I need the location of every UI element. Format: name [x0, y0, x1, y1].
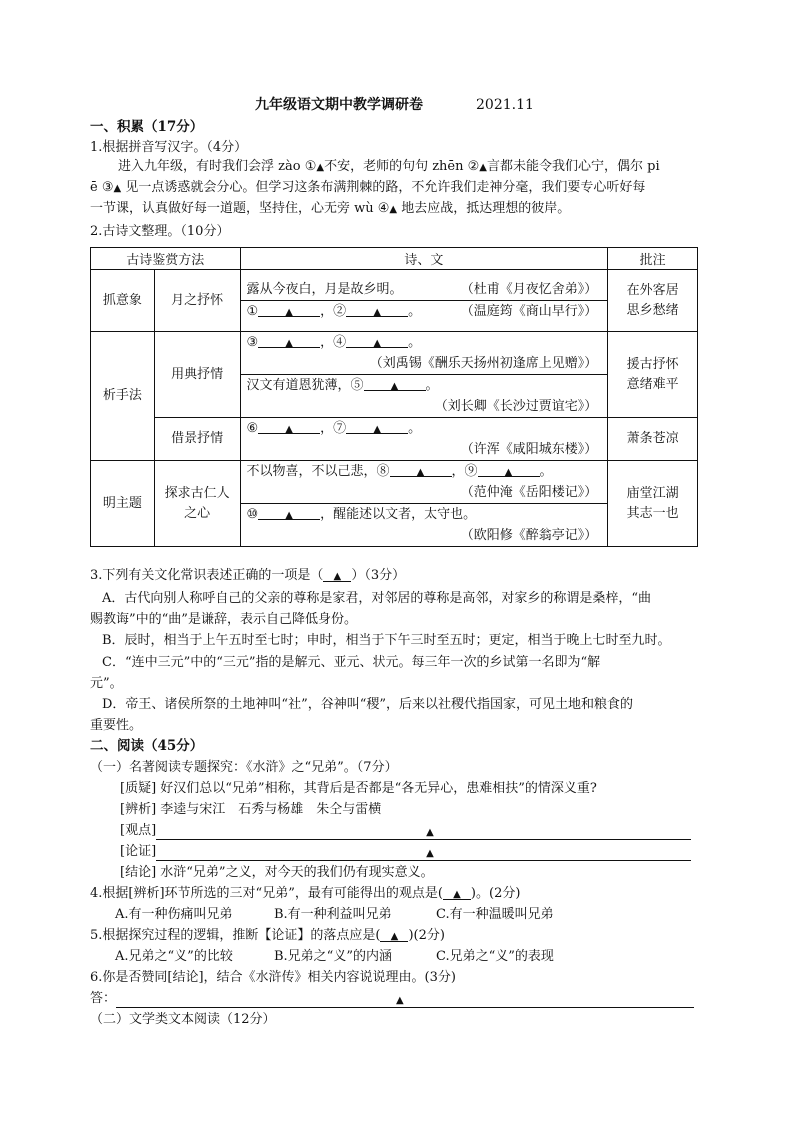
- part-heading: （二）文学类文本阅读（12分）: [90, 1012, 276, 1027]
- submethod-cell: 用典抒情: [154, 332, 240, 418]
- method-cell: 明主题: [91, 461, 155, 547]
- answer-line[interactable]: ▲: [156, 844, 691, 861]
- method-cell: 抓意象: [91, 270, 155, 332]
- answer-mark-icon: ▲: [113, 183, 122, 194]
- question-prompt: 5.根据探究过程的逻辑，推断【论证】的落点应是( ▲ )(2分): [90, 928, 445, 943]
- question-prompt: 1.根据拼音写汉字。（4分）: [90, 140, 248, 155]
- poem-line: 露从今夜白，月是故乡明。 （杜甫《月夜忆舍弟》）: [246, 282, 598, 297]
- answer-blank[interactable]: ▲: [380, 926, 408, 942]
- option-a: A.有一种伤痛叫兄弟: [115, 907, 233, 922]
- option-a-cont: 赐教诲”中的“曲”是谦辞，表示自己降低身份。: [90, 612, 357, 627]
- answer-mark-icon: ▲: [389, 204, 398, 215]
- question-prompt: 3.下列有关文化常识表述正确的一项是（ ▲ ）（3分）: [90, 568, 406, 583]
- poem-cell: [240, 461, 608, 547]
- note-cell: 援古抒怀 意绪难平: [608, 332, 698, 418]
- inquiry-step: [论证] ▲: [120, 842, 691, 861]
- answer-blank[interactable]: ▲: [323, 566, 351, 582]
- submethod-cell: 借景抒情: [154, 418, 240, 461]
- note-cell: 萧条苍凉: [608, 418, 698, 461]
- inquiry-step: [辨析] 李逵与宋江 石秀与杨雄 朱仝与雷横: [120, 802, 382, 817]
- exam-date: 2021.11: [476, 97, 534, 113]
- poem-line: ⑩ ▲ ，醒能述以文者，太守也。: [241, 503, 608, 525]
- question-text: 进入九年级，有时我们会浮 zào ①▲不安，老师的句句 zhēn ②▲言都未能令我们心宁，偶尔 pi: [118, 159, 660, 174]
- question-text: ē ③▲ 见一点诱惑就会分心。但学习这条布满荆棘的路，不允许我们走神分毫，我们要专心听好每: [90, 180, 646, 195]
- section-heading: 一、积累（17分）: [90, 119, 204, 135]
- answer-blank[interactable]: ▲: [258, 332, 320, 348]
- answer-blank[interactable]: ▲: [258, 504, 320, 520]
- poem-line: ⑥ ▲ ，⑦ ▲ 。: [241, 418, 608, 439]
- answer-blank[interactable]: ▲: [258, 301, 320, 317]
- method-cell: 析手法: [91, 332, 155, 461]
- question-prompt: 6.你是否赞同[结论]，结合《水浒传》相关内容说说理由。(3分): [90, 970, 456, 985]
- option-b: B．辰时，相当于上午五时至七时；申时，相当于下午三时至五时；更定，相当于晚上七时至九时。: [102, 633, 671, 648]
- inquiry-step: [结论] 水浒“兄弟”之义，对今天的我们仍有现实意义。: [120, 865, 434, 880]
- answer-blank[interactable]: ▲: [346, 301, 408, 317]
- part-heading: （一）名著阅读专题探究：《水浒》之“兄弟”。（7分）: [90, 760, 398, 775]
- question-text: 一节课，认真做好每一道题，坚持住，心无旁 wù ④▲ 地去应战，抵达理想的彼岸。: [90, 201, 571, 216]
- poem-line: 不以物喜，不以己悲，⑧ ▲ ，⑨ ▲ 。: [241, 461, 608, 482]
- poem-cell: [240, 418, 608, 461]
- table-header: 诗、文: [240, 248, 608, 270]
- inquiry-step: [观点] ▲: [120, 821, 691, 840]
- poem-source: （范仲淹《岳阳楼记》）: [460, 485, 598, 500]
- question-prompt: 4.根据[辨析]环节所选的三对“兄弟”，最有可能得出的观点是( ▲ )。(2分): [90, 886, 521, 901]
- submethod-cell: 探求古仁人 之心: [154, 461, 240, 547]
- inquiry-step: [质疑] 好汉们总以“兄弟”相称，其背后是否都是“各无异心，患难相扶”的情深义重?: [120, 781, 597, 796]
- option-d-cont: 重要性。: [90, 718, 143, 733]
- poem-source: （欧阳修《醉翁亭记》）: [460, 528, 598, 543]
- answer-blank[interactable]: ▲: [443, 884, 471, 900]
- answer-blank[interactable]: ▲: [390, 461, 452, 477]
- answer-row: 答： ▲: [90, 989, 694, 1008]
- poem-line: ① ▲ ，② ▲ 。 （温庭筠《商山早行》）: [241, 300, 608, 322]
- option-c-cont: 元”。: [90, 676, 123, 691]
- submethod-cell: 月之抒怀: [154, 270, 240, 332]
- poem-line: ③ ▲ ，④ ▲ 。: [241, 332, 608, 353]
- question-prompt: 2.古诗文整理。（10分）: [90, 224, 230, 239]
- poem-source: （许浑《咸阳城东楼》）: [460, 442, 598, 457]
- answer-blank[interactable]: ▲: [346, 418, 408, 434]
- note-cell: 在外客居 思乡愁绪: [608, 270, 698, 332]
- page-title: 九年级语文期中教学调研卷: [255, 97, 423, 113]
- poem-cell: [240, 332, 608, 418]
- answer-blank[interactable]: ▲: [346, 332, 408, 348]
- poem-source: （刘禹锡《酬乐天扬州初逢席上见赠》）: [369, 356, 598, 371]
- option-c: C．“连中三元”中的“三元”指的是解元、亚元、状元。每三年一次的乡试第一名即为“解: [102, 655, 601, 670]
- option-b: B.兄弟之“义”的内涵: [274, 949, 392, 964]
- option-a: A．古代向别人称呼自己的父亲的尊称是家君，对邻居的尊称是高邻，对家乡的称谓是桑梓，“曲: [102, 591, 652, 606]
- poem-source: （刘长卿《长沙过贾谊宅》）: [434, 399, 598, 414]
- option-c: C.兄弟之“义”的表现: [436, 949, 554, 964]
- answer-blank[interactable]: ▲: [478, 461, 540, 477]
- option-d: D．帝王、诸侯所祭的土地神叫“社”，谷神叫“稷”，后来以社稷代指国家，可见土地和粮食的: [102, 697, 634, 712]
- answer-mark-icon: ▲: [479, 162, 487, 173]
- answer-line[interactable]: ▲: [156, 823, 691, 840]
- answer-line[interactable]: ▲: [116, 991, 694, 1008]
- option-a: A.兄弟之“义”的比较: [115, 949, 233, 964]
- table-header: 批注: [608, 248, 698, 270]
- answer-mark-icon: ▲: [316, 162, 325, 173]
- poem-cell: [240, 270, 608, 332]
- note-cell: 庙堂江湖 其志一也: [608, 461, 698, 547]
- option-b: B.有一种利益叫兄弟: [274, 907, 392, 922]
- option-c: C.有一种温暖叫兄弟: [436, 907, 554, 922]
- table-header: 古诗鉴赏方法: [91, 248, 241, 270]
- answer-blank[interactable]: ▲: [258, 418, 320, 434]
- poem-table: [90, 247, 698, 547]
- section-heading: 二、阅读（45分）: [90, 738, 204, 754]
- answer-blank[interactable]: ▲: [364, 375, 426, 391]
- poem-line: 汉文有道恩犹薄，⑤ ▲ 。: [241, 374, 608, 396]
